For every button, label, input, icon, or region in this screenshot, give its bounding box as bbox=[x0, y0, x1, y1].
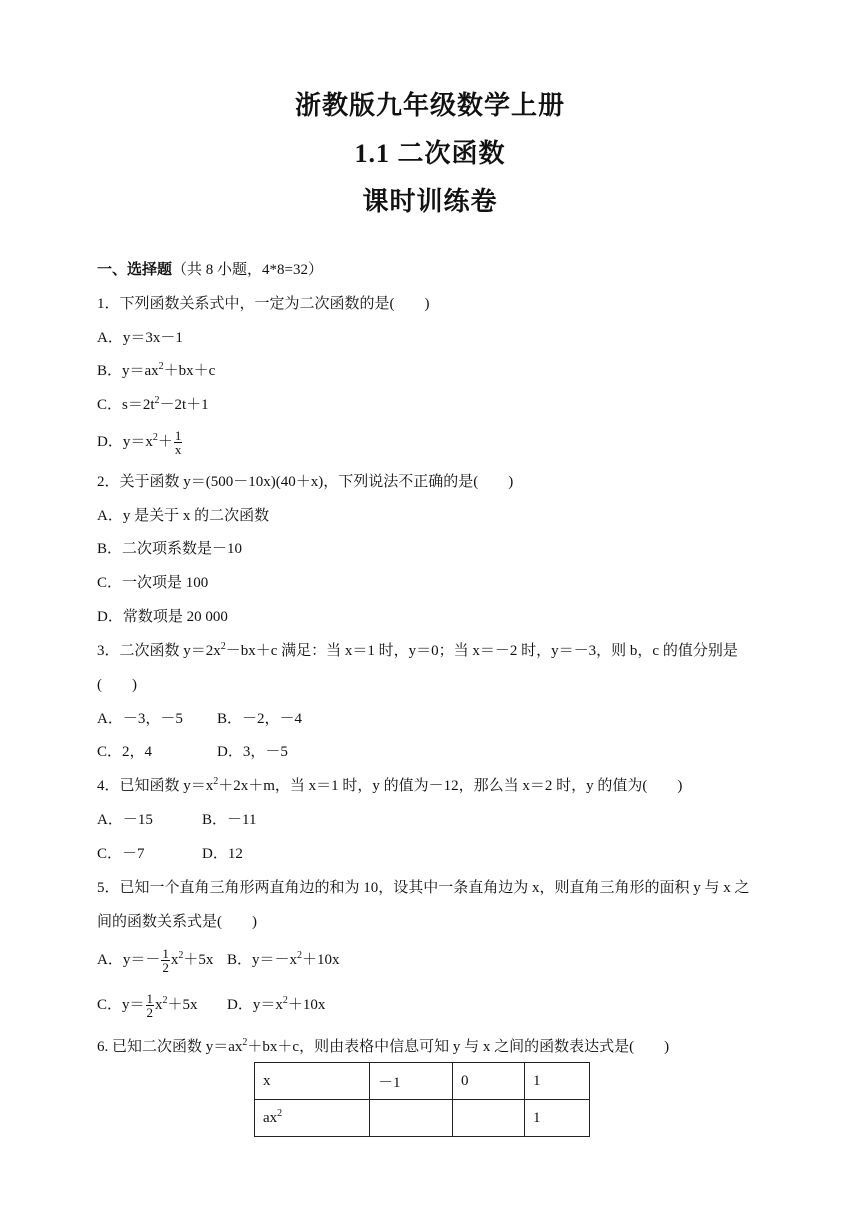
q5-a-denominator: 2 bbox=[162, 960, 169, 975]
q3-stem-exp: 2 bbox=[220, 641, 226, 652]
row-label: ax bbox=[263, 1109, 278, 1126]
q3-option-c: C．2，4 bbox=[97, 744, 153, 760]
document-title: 浙教版九年级数学上册 bbox=[294, 91, 565, 120]
title-block bbox=[0, 86, 860, 230]
q3-options-row2 bbox=[97, 741, 288, 763]
q5-b-exp: 2 bbox=[297, 949, 303, 961]
q2-stem: 2．关于函数 y＝(500－10x)(40＋x)，下列说法不正确的是( ) bbox=[97, 474, 514, 490]
q6-stem-pre: 6. 已知二次函数 y＝ax bbox=[97, 1039, 243, 1055]
q3-stem bbox=[97, 640, 738, 662]
q5-c-x: x bbox=[155, 996, 163, 1013]
q6-stem-post: ＋bx＋c，则由表格中信息可知 y 与 x 之间的函数表达式是( ) bbox=[247, 1039, 670, 1055]
q5-stem-line1: 5．已知一个直角三角形两直角边的和为 10，设其中一条直角边为 x，则直角三角形的面积 y 与 x 之 bbox=[97, 880, 750, 896]
q4-options-row1 bbox=[97, 809, 256, 831]
q1-c-pre: C．s＝2t bbox=[97, 397, 155, 413]
q3-option-a: A．－3，－5 bbox=[97, 711, 183, 727]
q5-d-post: ＋10x bbox=[287, 996, 326, 1013]
table-row bbox=[255, 1100, 590, 1137]
table-cell: －1 bbox=[370, 1063, 453, 1100]
section-note: （共 8 小题，4*8=32） bbox=[172, 262, 323, 278]
q5-c-exp: 2 bbox=[162, 994, 168, 1006]
q4-option-c: C．－7 bbox=[97, 846, 145, 862]
q6-stem-exp: 2 bbox=[242, 1037, 248, 1048]
q4-stem-pre: 4．已知函数 y＝x bbox=[97, 778, 214, 794]
q5-b-pre: B．y＝－x bbox=[227, 951, 298, 968]
q1-option-b bbox=[97, 360, 215, 382]
q5-a-numerator: 1 bbox=[162, 946, 169, 961]
q1-d-numerator: 1 bbox=[174, 428, 182, 443]
q5-d-pre: D．y＝x bbox=[227, 996, 283, 1013]
table-cell: 1 bbox=[525, 1063, 590, 1100]
q5-option-a bbox=[97, 947, 227, 974]
q1-c-post: －2t＋1 bbox=[159, 397, 209, 413]
q5-a-pre: A．y＝－ bbox=[97, 951, 161, 968]
q5-a-x: x bbox=[170, 951, 179, 968]
q1-b-post: ＋bx＋c bbox=[163, 363, 216, 379]
table-cell bbox=[370, 1100, 453, 1137]
q5-a-fraction bbox=[161, 947, 170, 974]
q6-table bbox=[254, 1062, 590, 1137]
q3-stem-pre: 3．二次函数 y＝2x bbox=[97, 643, 221, 659]
q5-a-exp: 2 bbox=[178, 949, 184, 961]
q3-option-b: B．－2，－4 bbox=[217, 711, 303, 727]
q3-stem-post: －bx＋c 满足：当 x＝1 时，y＝0；当 x＝－2 时，y＝－3，则 b，c 的值分别是 bbox=[225, 643, 738, 659]
q1-stem: 1．下列函数关系式中，一定为二次函数的是( ) bbox=[97, 296, 430, 312]
q4-stem bbox=[97, 775, 682, 797]
q4-option-d: D．12 bbox=[202, 846, 243, 862]
q5-option-c bbox=[97, 992, 227, 1019]
q5-option-b bbox=[227, 949, 340, 968]
table-row bbox=[255, 1063, 590, 1100]
q1-option-d bbox=[97, 429, 183, 456]
q5-option-d bbox=[227, 994, 326, 1013]
subtitle: 课时训练卷 bbox=[362, 187, 498, 216]
q3-stem-line2: ( ) bbox=[97, 677, 137, 693]
q2-option-c: C．一次项是 100 bbox=[97, 575, 209, 591]
q6-stem bbox=[97, 1036, 669, 1058]
q5-c-fraction bbox=[146, 992, 155, 1019]
q1-b-pre: B．y＝ax bbox=[97, 363, 159, 379]
table-cell: 1 bbox=[525, 1100, 590, 1137]
q5-stem-line2: 间的函数关系式是( ) bbox=[97, 914, 257, 930]
q1-c-exp: 2 bbox=[154, 395, 160, 406]
q2-option-b: B．二次项系数是－10 bbox=[97, 541, 243, 557]
q5-a-post: ＋5x bbox=[183, 951, 214, 968]
q5-c-post: ＋5x bbox=[167, 996, 198, 1013]
q3-option-d: D．3，－5 bbox=[217, 744, 288, 760]
q1-d-exp: 2 bbox=[152, 431, 158, 443]
q1-d-pre: D．y＝x bbox=[97, 433, 153, 450]
q1-d-mid: ＋ bbox=[157, 433, 173, 450]
section-title: 1.1 二次函数 bbox=[354, 139, 506, 168]
table-cell bbox=[453, 1100, 525, 1137]
q1-d-fraction bbox=[174, 429, 183, 456]
q4-option-a: A．－15 bbox=[97, 812, 153, 828]
table-cell bbox=[255, 1100, 370, 1137]
q5-c-pre: C．y＝ bbox=[97, 996, 145, 1013]
q5-c-denominator: 2 bbox=[146, 1005, 154, 1020]
q5-d-exp: 2 bbox=[282, 994, 288, 1006]
table-cell: 0 bbox=[453, 1063, 525, 1100]
table-cell: x bbox=[255, 1063, 370, 1100]
q5-options-row1 bbox=[97, 947, 340, 974]
q5-c-numerator: 1 bbox=[146, 991, 154, 1006]
q2-option-d: D．常数项是 20 000 bbox=[97, 609, 228, 625]
section-label: 一、选择题 bbox=[97, 262, 173, 278]
q4-option-b: B．－11 bbox=[202, 812, 257, 828]
q1-b-exp: 2 bbox=[158, 361, 164, 372]
q4-options-row2 bbox=[97, 843, 243, 865]
q5-b-post: ＋10x bbox=[302, 951, 340, 968]
q1-d-denominator: x bbox=[174, 442, 182, 457]
q1-option-a: A．y＝3x－1 bbox=[97, 330, 183, 346]
q4-stem-exp: 2 bbox=[213, 776, 219, 787]
q1-option-c bbox=[97, 394, 209, 416]
q3-options-row1 bbox=[97, 708, 302, 730]
q2-option-a: A．y 是关于 x 的二次函数 bbox=[97, 508, 270, 524]
q5-options-row2 bbox=[97, 992, 325, 1019]
q4-stem-post: ＋2x＋m，当 x＝1 时，y 的值为－12，那么当 x＝2 时，y 的值为( ) bbox=[218, 778, 683, 794]
section-heading bbox=[97, 259, 323, 281]
row-label-exp: 2 bbox=[277, 1107, 283, 1119]
